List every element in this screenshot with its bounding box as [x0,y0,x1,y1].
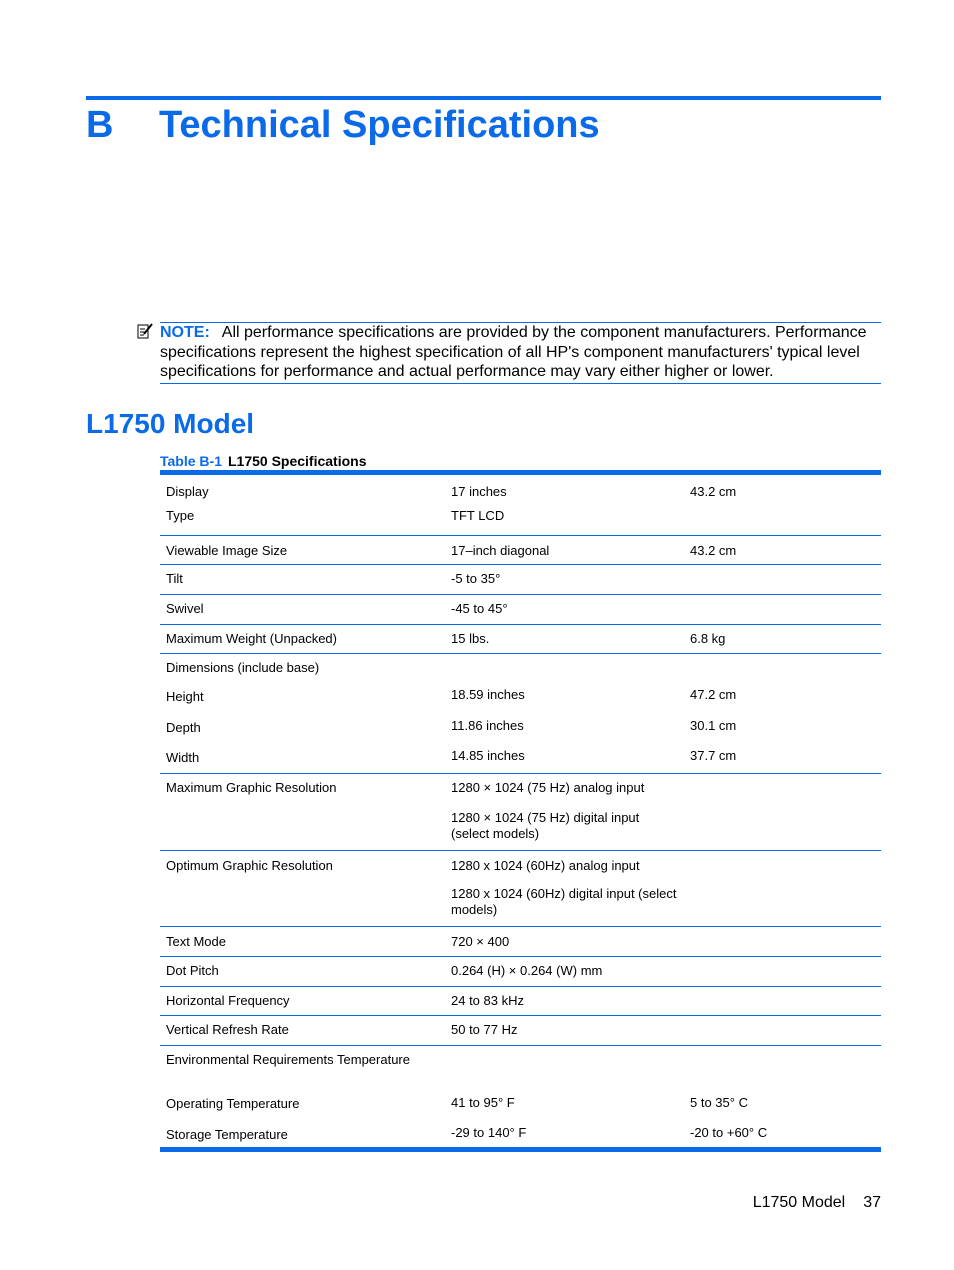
table-cell: 5 to 35° C [690,1095,748,1110]
table-cell: -20 to +60° C [690,1125,768,1140]
footer-section-name: L1750 Model [752,1194,846,1211]
table-caption-number: Table B-1 [160,453,222,469]
table-cell: 1280 x 1024 (60Hz) analog input [451,857,640,873]
table-cell [684,500,881,535]
table-cell [684,773,881,803]
table-cell: Display [166,484,209,499]
table-cell [684,564,881,594]
table-row [160,564,881,594]
section-heading: L1750 Model [86,408,255,439]
table-cell: Dot Pitch [160,956,445,986]
table-row [160,1120,881,1149]
table-cell: 17 inches [451,484,507,499]
table-cell: 11.86 inches [451,718,524,733]
table-row [160,473,881,501]
note-pencil-icon [137,323,153,339]
table-cell: Text Mode [160,926,445,956]
table-row [160,1015,881,1045]
table-cell: Dimensions (include base) [166,659,320,675]
table-cell: Horizontal Frequency [160,986,445,1015]
table-cell: 50 to 77 Hz [445,1015,684,1045]
chapter-title: Technical Specifications [159,104,600,146]
table-caption [160,452,367,470]
table-cell [684,594,881,624]
table-cell: 43.2 cm [684,535,881,564]
table-cell: 17–inch diagonal [445,535,684,564]
table-cell: Vertical Refresh Rate [160,1015,445,1045]
table-row [160,956,881,986]
table-cell: 1280 × 1024 (75 Hz) analog input [451,779,645,795]
table-cell [684,1015,881,1045]
page-number: 37 [863,1194,881,1211]
table-row [160,742,881,773]
table-cell [445,1045,684,1090]
table-cell: 24 to 83 kHz [445,986,684,1015]
table-cell: -5 to 35° [445,564,684,594]
table-row [160,1090,881,1120]
table-row [160,1045,881,1090]
table-cell: Depth [166,720,201,735]
table-cell: Width [160,742,445,773]
table-cell [445,653,684,681]
table-cell [684,956,881,986]
table-caption-title: L1750 Specifications [227,453,367,469]
table-cell: Swivel [160,594,445,624]
table-cell [160,880,445,926]
table-row [160,624,881,653]
table-row [160,773,881,803]
table-cell: 37.7 cm [684,742,881,773]
table-row [160,681,881,712]
table-cell: -45 to 45° [445,594,684,624]
table-cell [684,880,881,926]
table-row [160,535,881,564]
chapter-letter: B [86,104,114,146]
table-cell [684,803,881,850]
table-cell: 720 × 400 [445,926,684,956]
table-cell [684,653,881,681]
table-row [160,926,881,956]
specifications-table [160,470,881,1152]
chapter-heading [86,102,600,148]
note-label: NOTE: [160,324,210,341]
table-cell: Tilt [160,564,445,594]
table-cell: Storage Temperature [166,1127,288,1142]
table-cell: 0.264 (H) × 0.264 (W) mm [445,956,684,986]
table-cell: 47.2 cm [690,687,737,702]
table-row [160,594,881,624]
table-cell: 14.85 inches [445,742,684,773]
table-cell: 1280 × 1024 (75 Hz) digital input (select models) [445,803,684,850]
note-box [160,322,881,384]
table-cell [684,850,881,880]
table-cell: 30.1 cm [690,718,737,733]
table-cell: Operating Temperature [166,1096,300,1111]
table-cell [684,926,881,956]
table-cell: Type [160,500,445,535]
table-cell: -29 to 140° F [451,1125,527,1140]
table-cell: Height [166,689,204,704]
table-cell: TFT LCD [445,500,684,535]
table-cell: 41 to 95° F [451,1095,515,1110]
note-text: All performance specifications are provided by the component manufacturers. Performance specifications represent the highest specification of all HP's component manufacturers' typical level specifications for performance and actual performance may vary either higher or lower. [160,324,867,380]
table-cell: Maximum Graphic Resolution [166,779,337,795]
page-footer [753,1193,881,1213]
table-cell: Environmental Requirements Temperature [166,1051,410,1067]
chapter-top-rule [86,96,881,100]
table-cell: 18.59 inches [451,687,525,702]
table-cell [684,986,881,1015]
table-row [160,500,881,535]
table-cell: 15 lbs. [445,624,684,653]
table-cell: Viewable Image Size [160,535,445,564]
table-row [160,712,881,742]
table-row [160,986,881,1015]
table-cell: Maximum Weight (Unpacked) [160,624,445,653]
table-cell: 6.8 kg [684,624,881,653]
table-cell [684,1045,881,1090]
table-cell: 43.2 cm [690,484,737,499]
table-cell: 1280 x 1024 (60Hz) digital input (select models) [445,880,684,926]
table-cell: Optimum Graphic Resolution [166,857,333,873]
table-row [160,880,881,926]
table-row [160,850,881,880]
table-cell [160,803,445,850]
table-row [160,653,881,681]
table-row [160,803,881,850]
